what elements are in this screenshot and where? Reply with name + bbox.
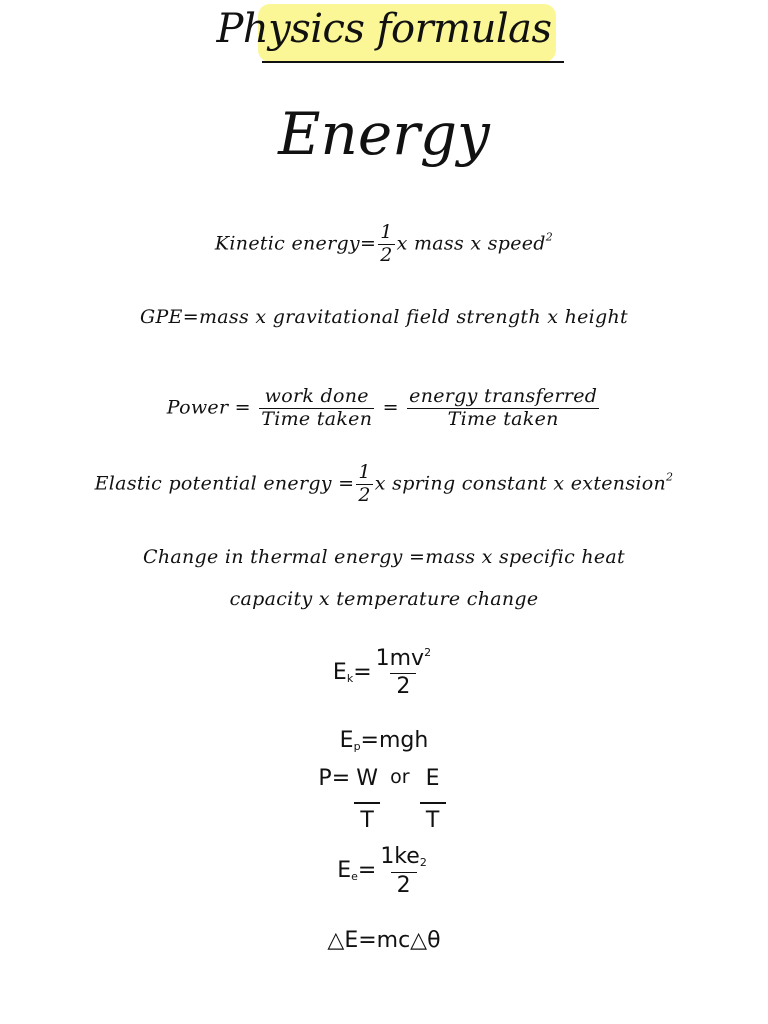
formula-text: Elastic potential energy = <box>94 472 355 495</box>
symbolic-power <box>0 766 768 833</box>
fraction-denominator: 2 <box>390 673 416 699</box>
superscript: 2 <box>666 470 674 484</box>
subscript: p <box>353 740 361 753</box>
symbolic-kinetic-energy <box>0 646 768 700</box>
title-underline <box>262 61 564 63</box>
section-heading: Energy <box>278 100 490 168</box>
symbol: = <box>357 857 377 883</box>
page-title: Physics formulas <box>216 6 552 52</box>
fraction <box>350 766 384 833</box>
fraction-bar <box>354 802 380 804</box>
symbol: =mgh <box>360 728 429 753</box>
fraction-denominator: 2 <box>391 872 417 898</box>
formula-text: Kinetic energy= <box>214 232 377 255</box>
formula-power <box>0 386 768 431</box>
symbol: E <box>339 728 354 753</box>
fraction-numerator: E <box>425 766 440 791</box>
fraction-bar <box>420 802 446 804</box>
symbolic-elastic-energy <box>0 844 768 898</box>
fraction <box>378 844 429 898</box>
fraction-numerator <box>378 844 429 870</box>
fraction-numerator: work done <box>259 386 374 409</box>
symbol: E <box>332 659 347 685</box>
symbolic-thermal-energy: △E=mc△θ <box>327 928 441 953</box>
fraction <box>407 386 599 431</box>
superscript: 2 <box>424 646 432 659</box>
formula-thermal-energy-line-2: capacity x temperature change <box>229 588 539 610</box>
formula-elastic-potential-energy <box>0 462 768 507</box>
fraction-denominator: 2 <box>380 243 393 266</box>
fraction <box>259 386 374 431</box>
fraction <box>356 462 372 507</box>
numerator-text: 1mv <box>375 646 425 671</box>
subscript: 2 <box>419 856 427 869</box>
symbol: = <box>353 659 372 685</box>
fraction-numerator: 1 <box>380 221 393 243</box>
fraction-denominator: Time taken <box>447 407 559 430</box>
fraction-numerator: 1 <box>358 461 371 483</box>
superscript: 2 <box>545 230 554 244</box>
formula-gpe: GPE=mass x gravitational field strength x height <box>140 306 628 328</box>
symbol: P= <box>318 766 351 791</box>
fraction-denominator: T <box>360 807 374 833</box>
formula-text: x spring constant x extension <box>374 472 667 495</box>
formula-text: x mass x speed <box>396 232 546 255</box>
numerator-text: 1ke <box>380 844 420 869</box>
subscript: k <box>346 671 354 685</box>
formula-text: = <box>382 396 399 419</box>
subscript: e <box>351 869 358 883</box>
formula-kinetic-energy <box>0 222 768 267</box>
fraction-numerator <box>374 646 433 671</box>
fraction-denominator: 2 <box>358 483 371 506</box>
fraction-denominator: Time taken <box>261 407 373 430</box>
or-text: or <box>390 766 410 788</box>
symbolic-gpe <box>0 728 768 753</box>
fraction <box>378 222 394 267</box>
fraction-numerator: W <box>356 766 378 791</box>
formula-thermal-energy-line-1: Change in thermal energy =mass x specific heat <box>142 546 625 568</box>
fraction-denominator: T <box>425 807 440 833</box>
formula-text: Power = <box>166 396 251 419</box>
fraction-numerator: energy transferred <box>409 385 598 407</box>
fraction <box>416 766 450 833</box>
symbol: E <box>337 857 352 883</box>
fraction <box>374 646 433 700</box>
